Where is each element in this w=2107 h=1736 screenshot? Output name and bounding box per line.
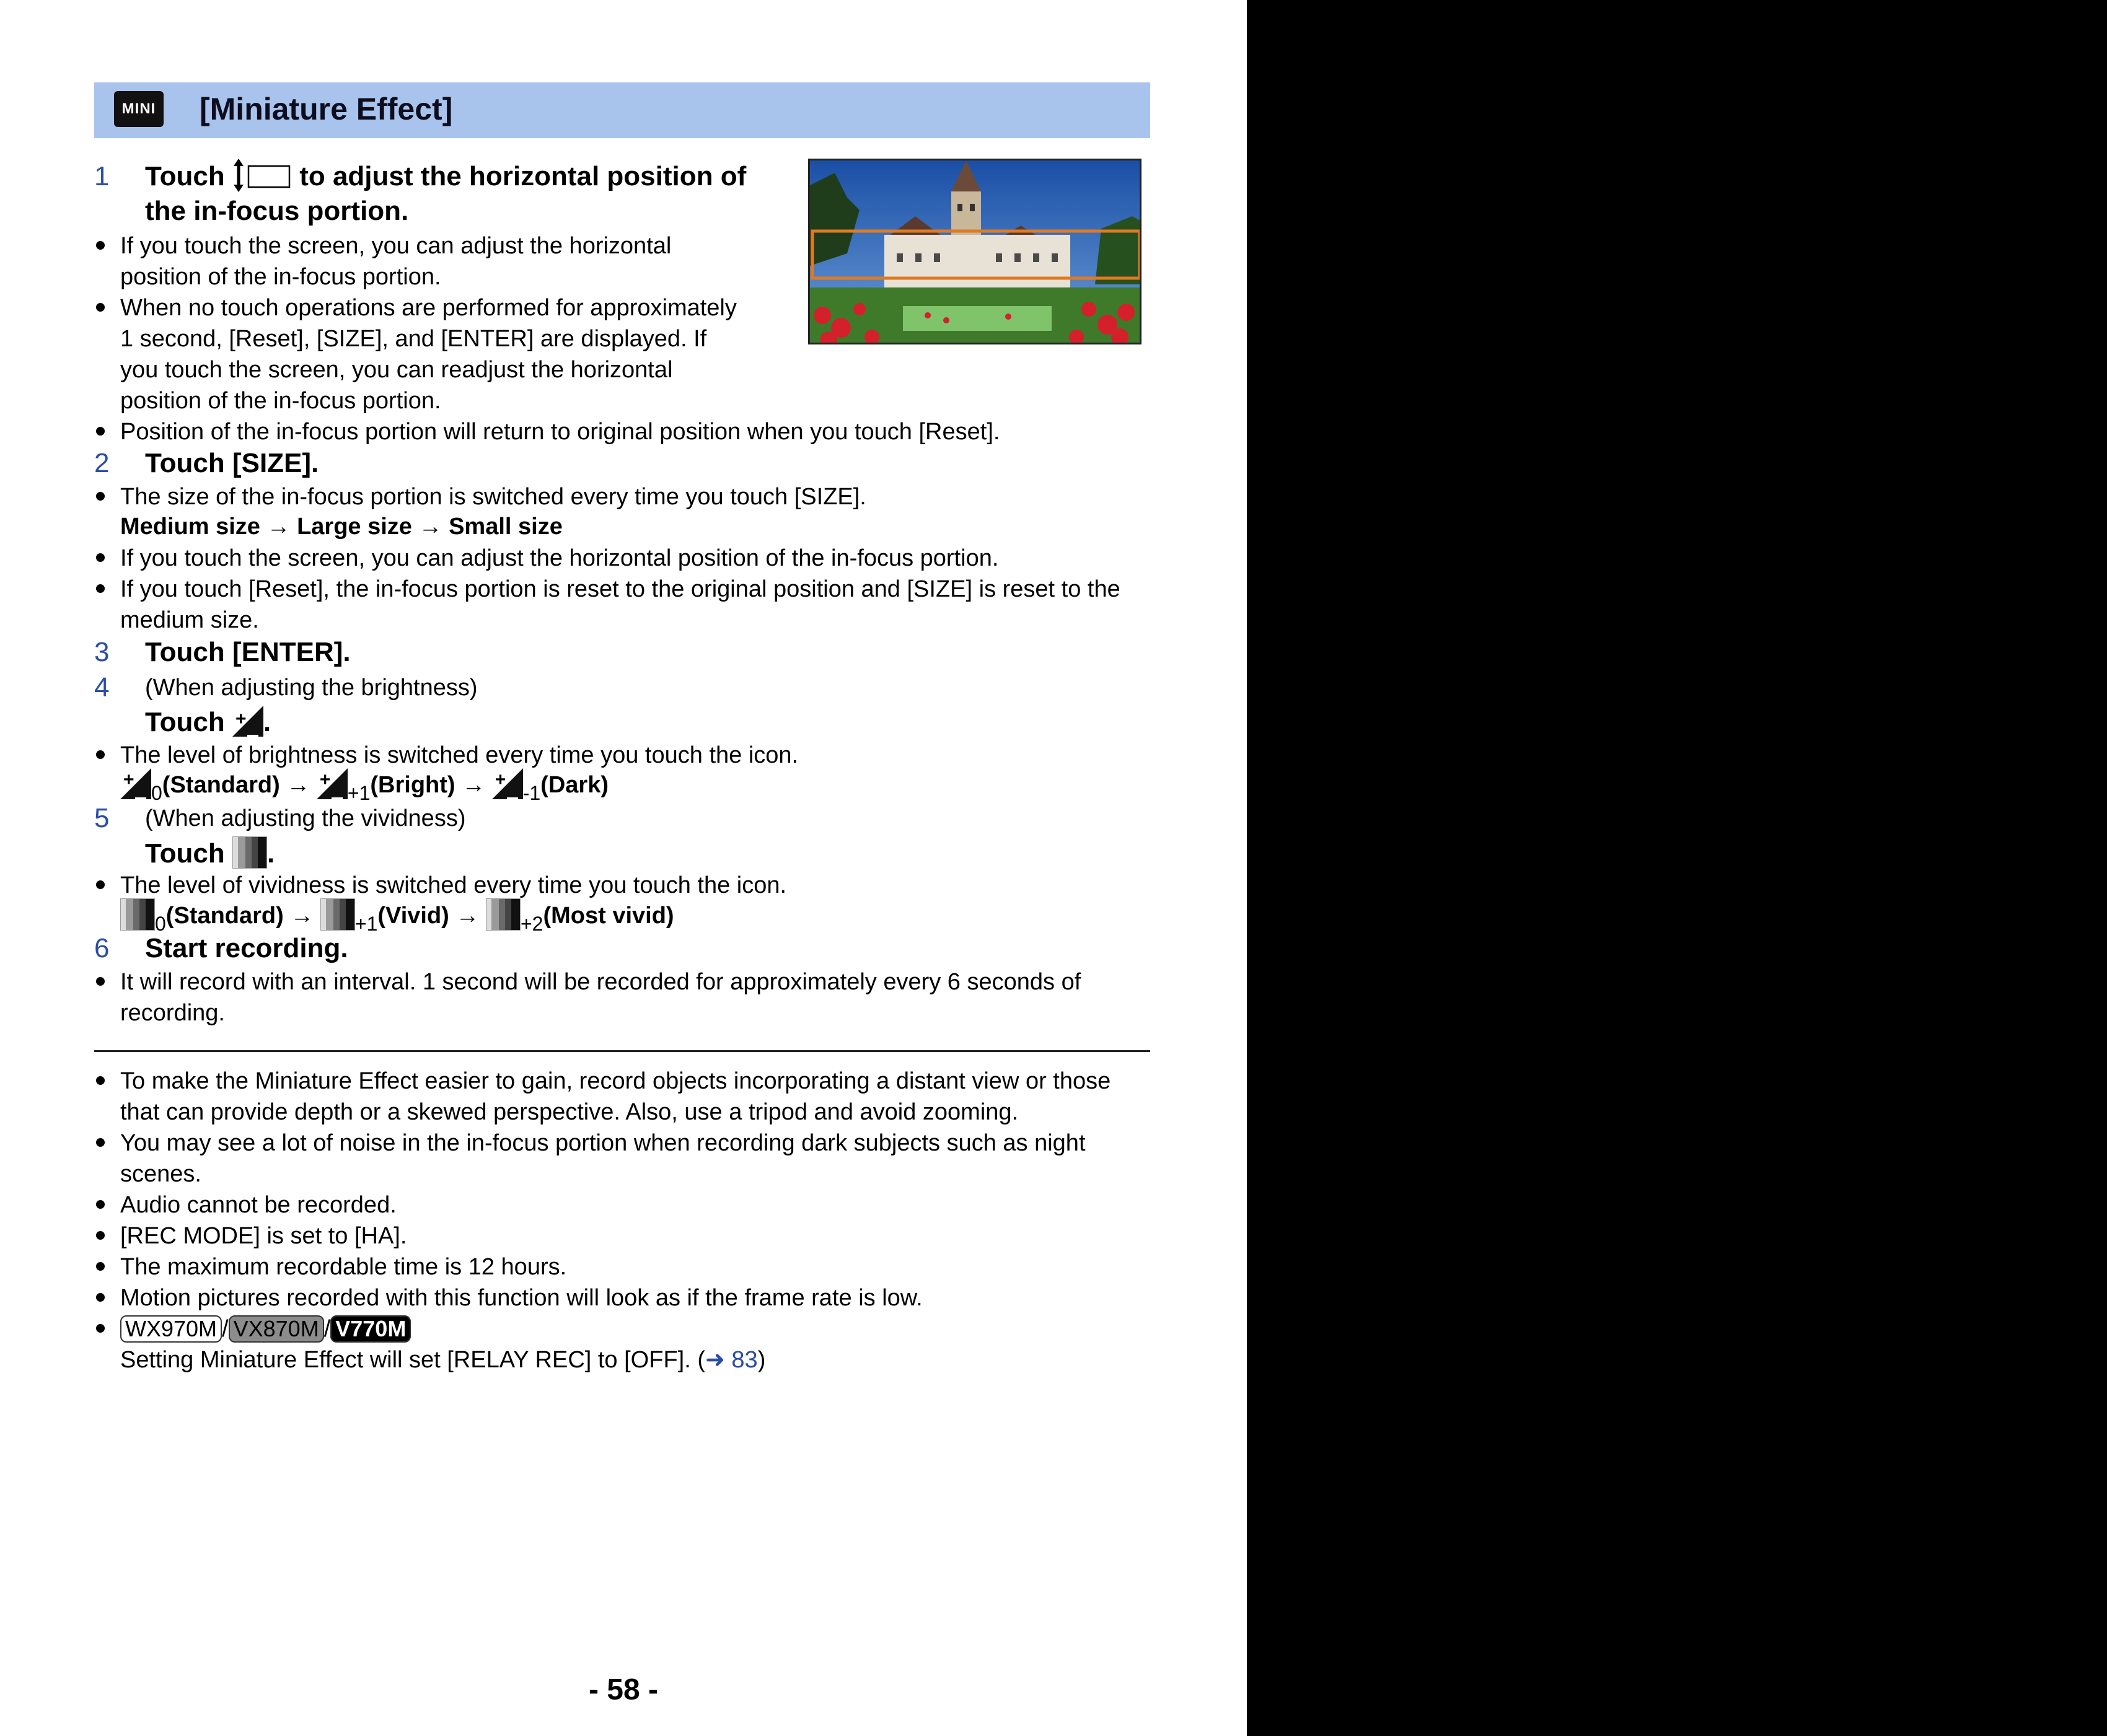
bullet-dot xyxy=(96,553,105,562)
step-1-text: to adjust the horizontal position of xyxy=(299,161,747,191)
vividness-icon xyxy=(120,898,155,931)
step-number: 5 xyxy=(94,803,110,833)
vividness-icon xyxy=(320,898,355,931)
bullet-dot xyxy=(96,1324,105,1333)
model-badge-vx870m: VX870M xyxy=(229,1315,324,1343)
step-number: 2 xyxy=(94,448,110,478)
bullet-dot xyxy=(96,1200,105,1209)
step-5-touch: Touch xyxy=(145,838,225,869)
step-number: 6 xyxy=(94,933,110,963)
castle-scene-illustration xyxy=(810,160,1141,344)
bullet-dot xyxy=(96,584,105,593)
bullet-dot xyxy=(96,1138,105,1147)
step-6-label: Start recording. xyxy=(145,933,348,963)
step-number: 4 xyxy=(94,672,110,703)
list-item-continuation: medium size. xyxy=(120,607,259,633)
step-1-touch: Touch xyxy=(145,161,225,191)
step-5-condition: (When adjusting the vividness) xyxy=(145,805,466,831)
focus-position-icon xyxy=(232,159,292,192)
section-divider xyxy=(94,1050,1150,1052)
list-item-continuation: you touch the screen, you can readjust the horizontal xyxy=(120,357,673,383)
arrow: → xyxy=(266,514,291,540)
bullet-dot xyxy=(96,1293,105,1302)
bullet-dot xyxy=(96,880,105,889)
bullet-dot xyxy=(96,241,105,250)
bullet-dot xyxy=(96,1076,105,1085)
vividness-icon xyxy=(486,898,521,931)
brightness-icon: + xyxy=(317,768,348,799)
brightness-levels: + $_0$(Standard) → + $_{+1}$(Bright) → + $_{-1}$(Dark) xyxy=(120,769,609,809)
section-header xyxy=(94,82,1150,138)
step-number: 1 xyxy=(94,161,110,191)
list-item-continuation: recording. xyxy=(120,1000,225,1026)
model-badge-v770m: V770M xyxy=(330,1315,411,1343)
arrow: → xyxy=(290,903,314,929)
bullet-dot xyxy=(96,1262,105,1271)
size-medium: Medium size xyxy=(120,514,260,540)
model-badge-wx970m: WX970M xyxy=(120,1315,222,1343)
miniature-preview-image xyxy=(808,159,1141,344)
list-item-continuation: scenes. xyxy=(120,1161,201,1187)
arrow: → xyxy=(418,514,442,540)
arrow: → xyxy=(455,903,480,929)
black-side-panel xyxy=(1247,0,2107,1736)
size-large: Large size xyxy=(297,514,412,540)
bullet-dot xyxy=(96,303,105,312)
size-sequence xyxy=(120,511,563,542)
bullet-dot xyxy=(96,492,105,501)
section-title: [Miniature Effect] xyxy=(200,92,453,126)
bullet-dot xyxy=(96,427,105,436)
step-4-condition: (When adjusting the brightness) xyxy=(145,675,478,701)
step-2-label: Touch [SIZE]. xyxy=(145,448,319,478)
list-item-continuation: 1 second, [Reset], [SIZE], and [ENTER] are displayed. If xyxy=(120,326,707,352)
brightness-icon: + xyxy=(232,706,263,737)
step-1-text-line2: the in-focus portion. xyxy=(145,196,409,226)
list-item-continuation: that can provide depth or a skewed perspective. Also, use a tripod and avoid zooming. xyxy=(120,1099,1019,1125)
step-4-touch: Touch xyxy=(145,707,225,737)
bullet-dot xyxy=(96,750,105,759)
arrow: → xyxy=(462,772,486,798)
brightness-icon: + xyxy=(120,768,151,799)
vividness-levels: $_0$(Standard) → $_{+1}$(Vivid) → $_{+2}$(Most vivid) xyxy=(120,900,674,939)
page-reference-link[interactable]: ➜ 83 xyxy=(705,1347,758,1373)
relay-rec-note: Setting Miniature Effect will set [RELAY REC] to [OFF]. (➜ 83) xyxy=(120,1347,766,1373)
bullet-dot xyxy=(96,977,105,986)
step-number: 3 xyxy=(94,637,110,667)
arrow-right-icon: ➜ xyxy=(705,1347,725,1373)
vividness-icon xyxy=(232,836,267,869)
step-3-label: Touch [ENTER]. xyxy=(145,637,351,667)
mini-mode-icon: MINI xyxy=(114,91,164,127)
list-item-continuation: position of the in-focus portion. xyxy=(120,264,441,290)
arrow: → xyxy=(286,772,310,798)
page-number: - 58 - xyxy=(588,1673,659,1706)
list-item-continuation: position of the in-focus portion. xyxy=(120,388,441,414)
bullet-dot xyxy=(96,1231,105,1240)
brightness-icon: + xyxy=(492,768,523,799)
size-small: Small size xyxy=(449,514,563,540)
